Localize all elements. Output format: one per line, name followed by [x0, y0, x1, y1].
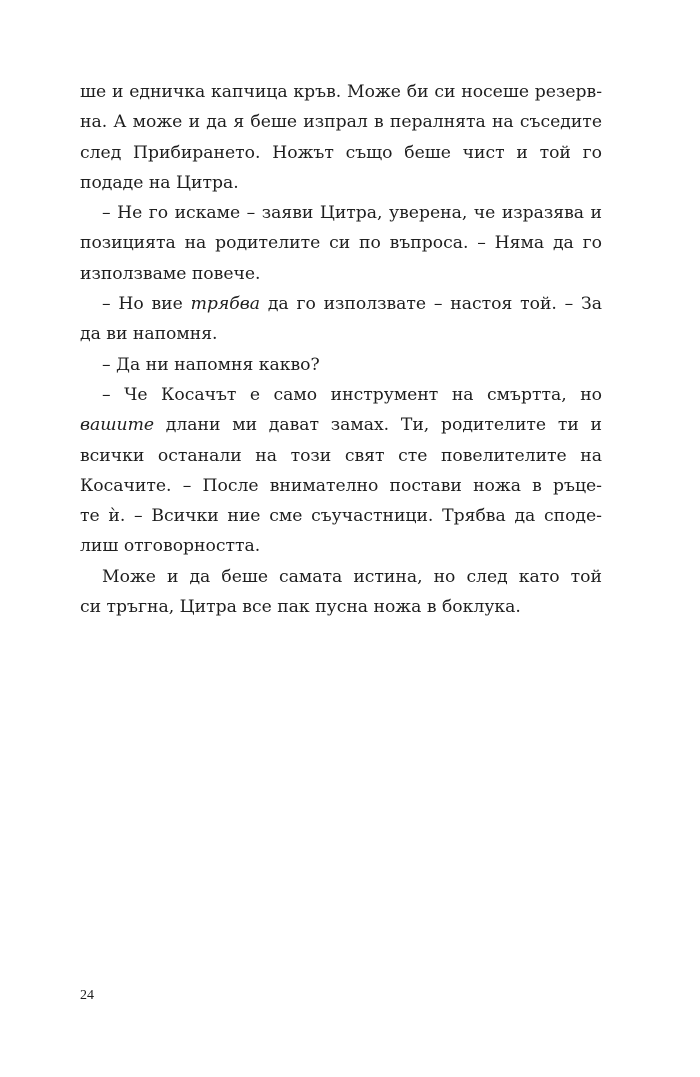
text-line: позицията на родителите си по въпроса. – Няма да го — [80, 233, 602, 254]
text-line: те ѝ. – Всички ние сме съучастници. Трябва да споде- — [80, 506, 602, 527]
emphasis-text: вашите — [80, 415, 155, 436]
text-fragment: длани ми дават замах. Ти, родителите ти и — [154, 415, 602, 436]
text-line: – Не го искаме – заяви Цитра, уверена, че изразява и — [102, 203, 602, 224]
emphasis-text: трябва — [190, 294, 261, 315]
text-line: всички останали на този свят сте повелителите на — [80, 445, 602, 466]
text-line: да ви напомня. — [80, 324, 218, 345]
text-fragment: – Но вие — [102, 294, 191, 315]
text-line: използваме повече. — [80, 263, 261, 284]
text-line: – Да ни напомня какво? — [102, 354, 320, 375]
text-line: след Прибирането. Ножът също беше чист и той го — [80, 142, 602, 163]
text-line: си тръгна, Цитра все пак пусна ножа в боклука. — [80, 597, 521, 618]
text-line: лиш отговорността. — [80, 536, 261, 557]
text-line: подаде на Цитра. — [80, 172, 239, 193]
text-line: Може и да беше самата истина, но след като той — [102, 566, 602, 587]
page-number: 24 — [80, 988, 94, 1003]
text-fragment: да го използвате – настоя той. – За — [260, 294, 602, 315]
text-line: ше и едничка капчица кръв. Може би си носеше резерв- — [80, 82, 602, 102]
body-text — [80, 77, 602, 622]
text-line — [80, 410, 602, 440]
text-line — [80, 289, 602, 319]
text-line: Косачите. – После внимателно постави ножа в ръце- — [80, 475, 602, 496]
text-line: – Че Косачът е само инструмент на смъртта, но — [102, 384, 602, 405]
text-line: на. А може и да я беше изпрал в пералнята на съседите — [80, 112, 602, 133]
